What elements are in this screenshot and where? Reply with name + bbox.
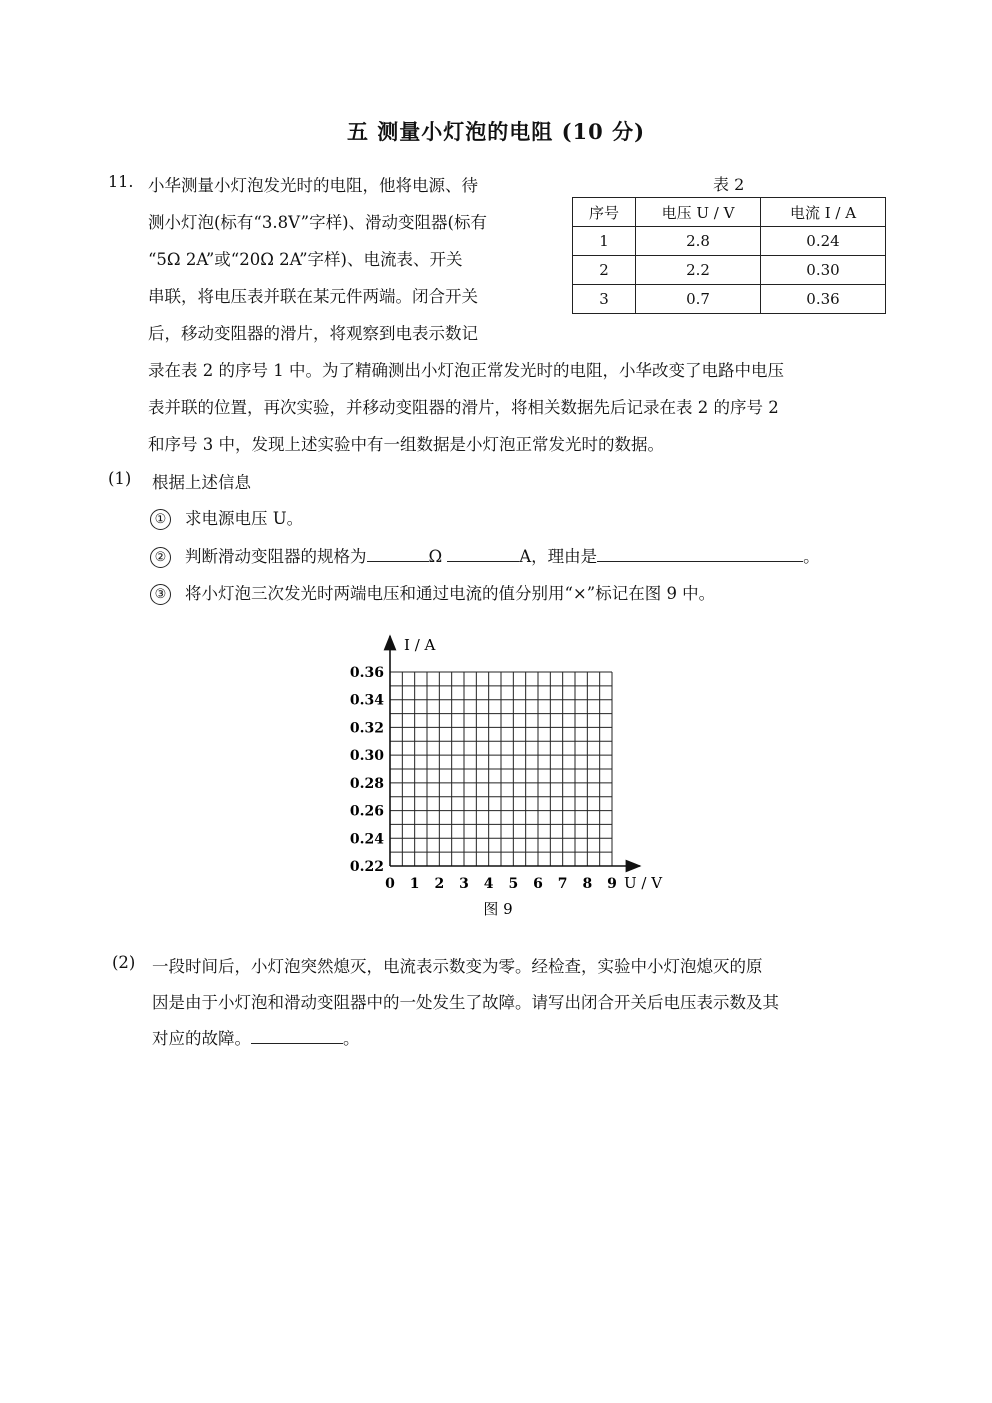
answer-blank-amp[interactable] <box>447 543 519 562</box>
part1-item-3 <box>150 580 715 605</box>
y-tick-label: 0.28 <box>349 775 384 792</box>
circled-number: ② <box>150 547 171 568</box>
y-tick-label: 0.36 <box>349 665 384 681</box>
table-cell: 0.24 <box>761 227 886 256</box>
part2-end: 。 <box>343 1029 360 1048</box>
table-header-cell: 电压 U / V <box>636 198 761 227</box>
intro-line-3: “5Ω 2A”或“20Ω 2A”字样)、电流表、开关 <box>148 250 463 269</box>
item-text-c: A，理由是 <box>519 547 598 566</box>
intro-line-8: 和序号 3 中，发现上述实验中有一组数据是小灯泡正常发光时的数据。 <box>148 435 664 454</box>
x-tick-label: 2 <box>434 876 445 892</box>
y-axis-label: I / A <box>404 636 436 654</box>
part2-label: (2) <box>112 953 136 972</box>
table-cell: 3 <box>573 285 636 314</box>
x-tick-label: 3 <box>459 876 469 892</box>
chart-grid <box>390 672 612 866</box>
part1-item-2 <box>150 543 820 568</box>
intro-line-1: 小华测量小灯泡发光时的电阻，他将电源、待 <box>148 176 478 195</box>
table-header-cell: 序号 <box>573 198 636 227</box>
table-cell: 0.7 <box>636 285 761 314</box>
item-text: 求电源电压 U。 <box>185 509 304 528</box>
table-cell: 1 <box>573 227 636 256</box>
answer-blank-fault[interactable] <box>251 1025 343 1044</box>
intro-line-2: 测小灯泡(标有“3.8V”字样)、滑动变阻器(标有 <box>148 213 487 232</box>
intro-line-5: 后，移动变阻器的滑片，将观察到电表示数记 <box>148 324 478 343</box>
part1-text: 根据上述信息 <box>152 473 251 492</box>
intro-line-6: 录在表 2 的序号 1 中。为了精确测出小灯泡正常发光时的电阻，小华改变了电路中电压 <box>148 361 784 380</box>
answer-blank-ohm[interactable] <box>367 543 429 562</box>
x-axis-label: U / V <box>624 874 663 892</box>
section-title: 五 测量小灯泡的电阻 (10 分) <box>346 119 646 144</box>
item-text-d: 。 <box>803 547 820 566</box>
figure-caption: 图 9 <box>483 900 513 918</box>
part2-line-2: 因是由于小灯泡和滑动变阻器中的一处发生了故障。请写出闭合开关后电压表示数及其 <box>152 993 779 1012</box>
table-cell: 0.36 <box>761 285 886 314</box>
y-tick-label: 0.24 <box>349 831 384 848</box>
y-tick-label: 0.22 <box>349 859 384 875</box>
item-text: 将小灯泡三次发光时两端电压和通过电流的值分别用“×”标记在图 9 中。 <box>185 584 716 603</box>
table-header-cell: 电流 I / A <box>761 198 886 227</box>
y-tick-label: 0.30 <box>349 748 384 765</box>
item-text-b: Ω <box>428 547 443 566</box>
x-tick-label: 1 <box>409 876 420 892</box>
y-tick-label: 0.26 <box>349 803 384 820</box>
part2-line-3-wrap <box>152 1025 360 1049</box>
table-caption: 表 2 <box>713 175 745 194</box>
x-tick-label: 5 <box>508 876 519 892</box>
table-row <box>573 227 886 256</box>
question-number: 11. <box>108 172 134 191</box>
part1-item-1 <box>150 505 303 530</box>
table-row <box>573 256 886 285</box>
y-tick-label: 0.34 <box>349 692 384 709</box>
item-text-a: 判断滑动变阻器的规格为 <box>185 547 367 566</box>
table-row <box>573 285 886 314</box>
part2-line-3: 对应的故障。 <box>152 1029 251 1048</box>
table-header-row <box>573 198 886 227</box>
table-cell: 2 <box>573 256 636 285</box>
y-tick-label: 0.32 <box>349 720 384 737</box>
data-table <box>572 197 886 314</box>
x-tick-label: 7 <box>557 876 568 892</box>
answer-blank-reason[interactable] <box>597 543 803 562</box>
table-cell: 2.8 <box>636 227 761 256</box>
x-tick-label: 0 <box>385 876 395 892</box>
circled-number: ① <box>150 509 171 530</box>
intro-line-4: 串联，将电压表并联在某元件两端。闭合开关 <box>148 287 478 306</box>
table-cell: 2.2 <box>636 256 761 285</box>
part1-label: (1) <box>108 469 132 488</box>
intro-line-7: 表并联的位置，再次实验，并移动变阻器的滑片，将相关数据先后记录在表 2 的序号 2 <box>148 398 779 417</box>
part2-line-1: 一段时间后，小灯泡突然熄灭，电流表示数变为零。经检查，实验中小灯泡熄灭的原 <box>152 957 763 976</box>
x-tick-label: 6 <box>533 876 543 892</box>
x-tick-label: 9 <box>607 876 617 892</box>
table-cell: 0.30 <box>761 256 886 285</box>
figure-9-chart <box>340 630 680 930</box>
x-tick-label: 8 <box>582 876 593 892</box>
circled-number: ③ <box>150 584 171 605</box>
x-tick-label: 4 <box>483 876 494 892</box>
